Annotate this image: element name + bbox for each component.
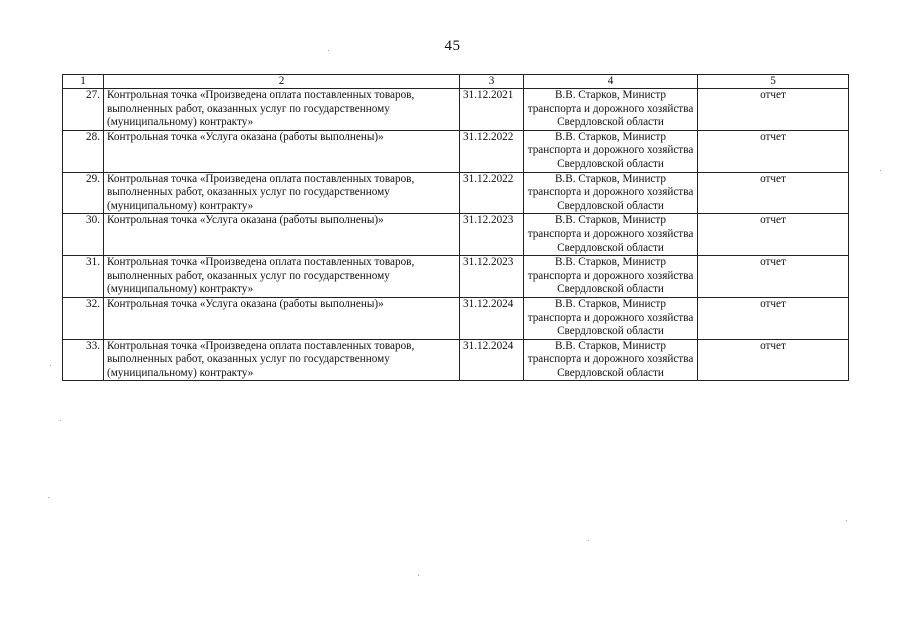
table-row	[63, 214, 849, 256]
column-header-1: 1	[63, 75, 104, 89]
row-report: отчет	[698, 297, 849, 339]
scan-speck	[880, 170, 881, 171]
row-responsible: В.В. Старков, Министр транспорта и дорожного хозяйства Свердловской области	[524, 172, 698, 214]
row-description: Контрольная точка «Услуга оказана (работы выполнены)»	[104, 214, 460, 256]
column-header-2: 2	[104, 75, 460, 89]
row-report: отчет	[698, 214, 849, 256]
row-description: Контрольная точка «Услуга оказана (работы выполнены)»	[104, 130, 460, 172]
column-header-3: 3	[460, 75, 524, 89]
row-responsible: В.В. Старков, Министр транспорта и дорожного хозяйства Свердловской области	[524, 297, 698, 339]
table-row	[63, 172, 849, 214]
row-date: 31.12.2024	[460, 297, 524, 339]
row-number: 31.	[63, 256, 104, 298]
row-report: отчет	[698, 130, 849, 172]
row-description: Контрольная точка «Произведена оплата поставленных товаров, выполненных работ, оказанных услуг по государственному (муниципальному) контракту»	[104, 89, 460, 131]
row-date: 31.12.2022	[460, 172, 524, 214]
row-description: Контрольная точка «Услуга оказана (работы выполнены)»	[104, 297, 460, 339]
row-description: Контрольная точка «Произведена оплата поставленных товаров, выполненных работ, оказанных услуг по государственному (муниципальному) контракту»	[104, 172, 460, 214]
row-number: 33.	[63, 339, 104, 381]
table-row	[63, 339, 849, 381]
column-header-5: 5	[698, 75, 849, 89]
page-number: 45	[444, 38, 461, 54]
row-report: отчет	[698, 256, 849, 298]
row-responsible: В.В. Старков, Министр транспорта и дорожного хозяйства Свердловской области	[524, 214, 698, 256]
scan-speck	[50, 365, 51, 366]
row-date: 31.12.2023	[460, 256, 524, 298]
scan-speck	[588, 540, 589, 541]
header-row	[63, 75, 849, 89]
row-responsible: В.В. Старков, Министр транспорта и дорожного хозяйства Свердловской области	[524, 339, 698, 381]
scan-speck	[48, 497, 49, 498]
table-row	[63, 256, 849, 298]
scan-speck	[60, 420, 61, 421]
row-report: отчет	[698, 89, 849, 131]
control-points-table	[62, 74, 849, 381]
row-description: Контрольная точка «Произведена оплата поставленных товаров, выполненных работ, оказанных услуг по государственному (муниципальному) контракту»	[104, 339, 460, 381]
scan-speck	[846, 520, 847, 521]
row-responsible: В.В. Старков, Министр транспорта и дорожного хозяйства Свердловской области	[524, 256, 698, 298]
row-report: отчет	[698, 172, 849, 214]
table-row	[63, 297, 849, 339]
row-number: 32.	[63, 297, 104, 339]
row-description: Контрольная точка «Произведена оплата поставленных товаров, выполненных работ, оказанных услуг по государственному (муниципальному) контракту»	[104, 256, 460, 298]
row-number: 30.	[63, 214, 104, 256]
row-report: отчет	[698, 339, 849, 381]
column-header-4: 4	[524, 75, 698, 89]
table-row	[63, 130, 849, 172]
row-date: 31.12.2021	[460, 89, 524, 131]
row-number: 28.	[63, 130, 104, 172]
row-date: 31.12.2024	[460, 339, 524, 381]
row-responsible: В.В. Старков, Министр транспорта и дорожного хозяйства Свердловской области	[524, 130, 698, 172]
row-number: 27.	[63, 89, 104, 131]
row-date: 31.12.2023	[460, 214, 524, 256]
row-date: 31.12.2022	[460, 130, 524, 172]
scan-speck	[328, 50, 329, 51]
row-number: 29.	[63, 172, 104, 214]
table-row	[63, 89, 849, 131]
row-responsible: В.В. Старков, Министр транспорта и дорожного хозяйства Свердловской области	[524, 89, 698, 131]
scan-speck	[418, 575, 419, 576]
